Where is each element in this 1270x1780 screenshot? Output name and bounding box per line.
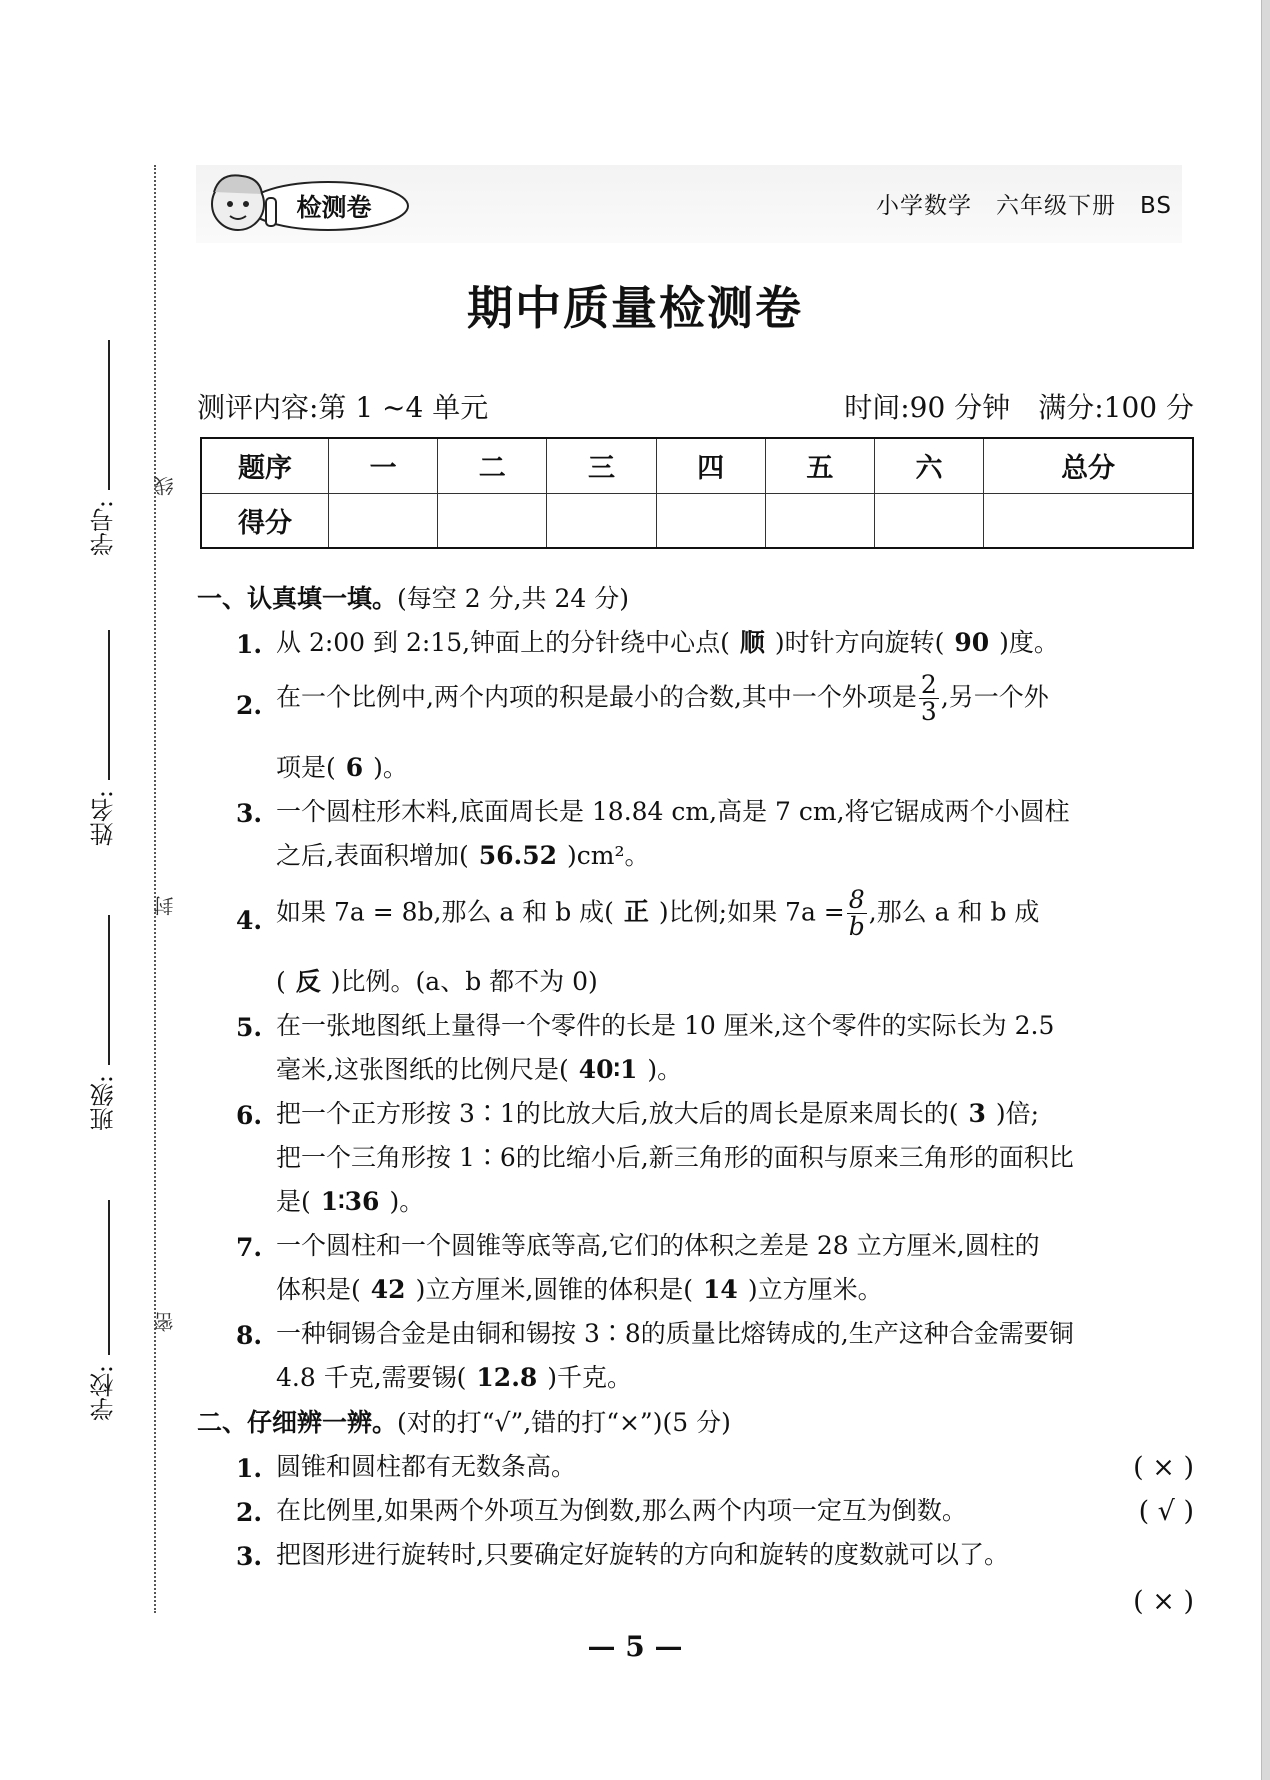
table-cell: 二	[438, 438, 547, 493]
page-title: 期中质量检测卷	[467, 281, 803, 335]
time-score-label: 时间:90 分钟 满分:100 分	[844, 391, 1194, 424]
badge-label: 检测卷	[296, 193, 372, 222]
question-3: 一个圆柱形木料,底面周长是 18.84 cm,高是 7 cm,将它锯成两个小圆柱	[276, 797, 1070, 826]
table-cell: 五	[765, 438, 874, 493]
page-number: — 5 —	[587, 1630, 683, 1663]
fraction: $\frac{2}{3}$	[920, 670, 937, 727]
score-table	[200, 437, 1194, 549]
cut-mark-seal: 封	[153, 896, 177, 916]
question-6: 把一个正方形按 3∶1的比放大后,放大后的周长是原来周长的( 3 )倍;	[276, 1099, 1040, 1128]
badge-cartoon-icon	[200, 168, 410, 238]
judge-question-1: 圆锥和圆柱都有无数条高。	[276, 1452, 577, 1481]
score-cell[interactable]	[438, 493, 547, 548]
test-content-label: 测评内容:第 1 ~4 单元	[197, 391, 489, 424]
question-8-cont: 4.8 千克,需要锡( 12.8 )千克。	[276, 1363, 633, 1392]
subject-grade-label: 小学数学 六年级下册 BS	[876, 193, 1172, 219]
question-5: 在一张地图纸上量得一个零件的长是 10 厘米,这个零件的实际长为 2.5	[276, 1011, 1055, 1040]
table-cell: 三	[547, 438, 656, 493]
answer: 14	[703, 1275, 738, 1304]
judge-answer[interactable]: ( × )	[1133, 1586, 1194, 1617]
student-id-label: 学号:	[90, 500, 118, 557]
name-line	[108, 630, 110, 780]
score-cell[interactable]	[984, 493, 1193, 548]
school-line	[108, 1200, 110, 1355]
page-edge-bar	[1261, 0, 1270, 1780]
question-6-cont2: 是( 1∶36 )。	[276, 1187, 425, 1216]
answer: 40∶1	[578, 1055, 638, 1084]
binding-dotted-line	[154, 165, 156, 1613]
answer: 顺	[739, 628, 765, 657]
question-number: 3.	[236, 1542, 263, 1571]
question-number: 3.	[236, 799, 263, 828]
question-7: 一个圆柱和一个圆锥等底等高,它们的体积之差是 28 立方厘米,圆柱的	[276, 1231, 1040, 1260]
question-number: 5.	[236, 1013, 263, 1042]
question-number: 4.	[236, 906, 263, 935]
answer: 正	[623, 897, 649, 927]
question-3-cont: 之后,表面积增加( 56.52 )cm²。	[276, 841, 650, 870]
section1-heading: 一、认真填一填。(每空 2 分,共 24 分)	[197, 584, 629, 613]
table-cell: 题序	[201, 438, 329, 493]
answer: 56.52	[478, 841, 557, 870]
question-5-cont: 毫米,这张图纸的比例尺是( 40∶1 )。	[276, 1055, 683, 1084]
cut-mark-secret: 密	[153, 1312, 177, 1332]
table-cell: 得分	[201, 493, 329, 548]
table-cell: 四	[656, 438, 765, 493]
question-2-cont: 项是( 6 )。	[276, 753, 408, 782]
cut-mark-line: 线	[153, 476, 177, 496]
answer: 3	[968, 1099, 986, 1128]
judge-question-3: 把图形进行旋转时,只要确定好旋转的方向和旋转的度数就可以了。	[276, 1540, 1009, 1569]
class-line	[108, 915, 110, 1065]
score-cell[interactable]	[547, 493, 656, 548]
answer: 12.8	[476, 1363, 538, 1392]
question-number: 6.	[236, 1101, 263, 1130]
question-number: 1.	[236, 630, 263, 659]
table-cell: 六	[874, 438, 983, 493]
student-id-line	[108, 340, 110, 490]
answer: 反	[295, 967, 321, 996]
question-number: 2.	[236, 691, 263, 720]
question-number: 8.	[236, 1321, 263, 1350]
table-cell: 一	[329, 438, 438, 493]
score-cell[interactable]	[874, 493, 983, 548]
score-cell[interactable]	[656, 493, 765, 548]
question-number: 1.	[236, 1454, 263, 1483]
question-8: 一种铜锡合金是由铜和锡按 3∶8的质量比熔铸成的,生产这种合金需要铜	[276, 1319, 1074, 1348]
question-2: 在一个比例中,两个内项的积是最小的合数,其中一个外项是 $\frac{2}{3}$ ,另一个外	[276, 670, 1049, 727]
table-cell: 总分	[984, 438, 1193, 493]
answer: 1∶36	[320, 1187, 380, 1216]
class-label: 班级:	[90, 1075, 118, 1132]
section2-heading: 二、仔细辨一辨。(对的打“√”,错的打“×”)(5 分)	[197, 1408, 731, 1437]
question-7-cont: 体积是( 42 )立方厘米,圆锥的体积是( 14 )立方厘米。	[276, 1275, 883, 1304]
question-6-cont: 把一个三角形按 1∶6的比缩小后,新三角形的面积与原来三角形的面积比	[276, 1143, 1074, 1172]
score-cell[interactable]	[329, 493, 438, 548]
judge-answer[interactable]: ( × )	[1133, 1452, 1194, 1483]
fraction: $\frac{8}{b}$	[848, 885, 865, 942]
answer: 42	[370, 1275, 406, 1304]
question-number: 2.	[236, 1498, 263, 1527]
judge-answer[interactable]: ( √ )	[1138, 1496, 1194, 1527]
school-label: 学校:	[90, 1365, 118, 1422]
name-label: 姓名:	[90, 790, 118, 847]
score-cell[interactable]	[765, 493, 874, 548]
question-number: 7.	[236, 1233, 263, 1262]
score-table-score-row	[201, 493, 1193, 548]
question-4-cont: ( 反 )比例。(a、b 都不为 0)	[276, 967, 598, 996]
score-table-header-row	[201, 438, 1193, 493]
question-4: 如果 7a = 8b,那么 a 和 b 成( 正 )比例;如果 7a = $\frac{8}{b}$ ,那么 a 和 b 成	[276, 885, 1040, 942]
judge-question-2: 在比例里,如果两个外项互为倒数,那么两个内项一定互为倒数。	[276, 1496, 967, 1525]
answer: 6	[345, 753, 364, 782]
question-1: 从 2:00 到 2:15,钟面上的分针绕中心点( 顺 )时针方向旋转( 90 )度。	[276, 628, 1059, 657]
answer: 90	[954, 628, 990, 657]
